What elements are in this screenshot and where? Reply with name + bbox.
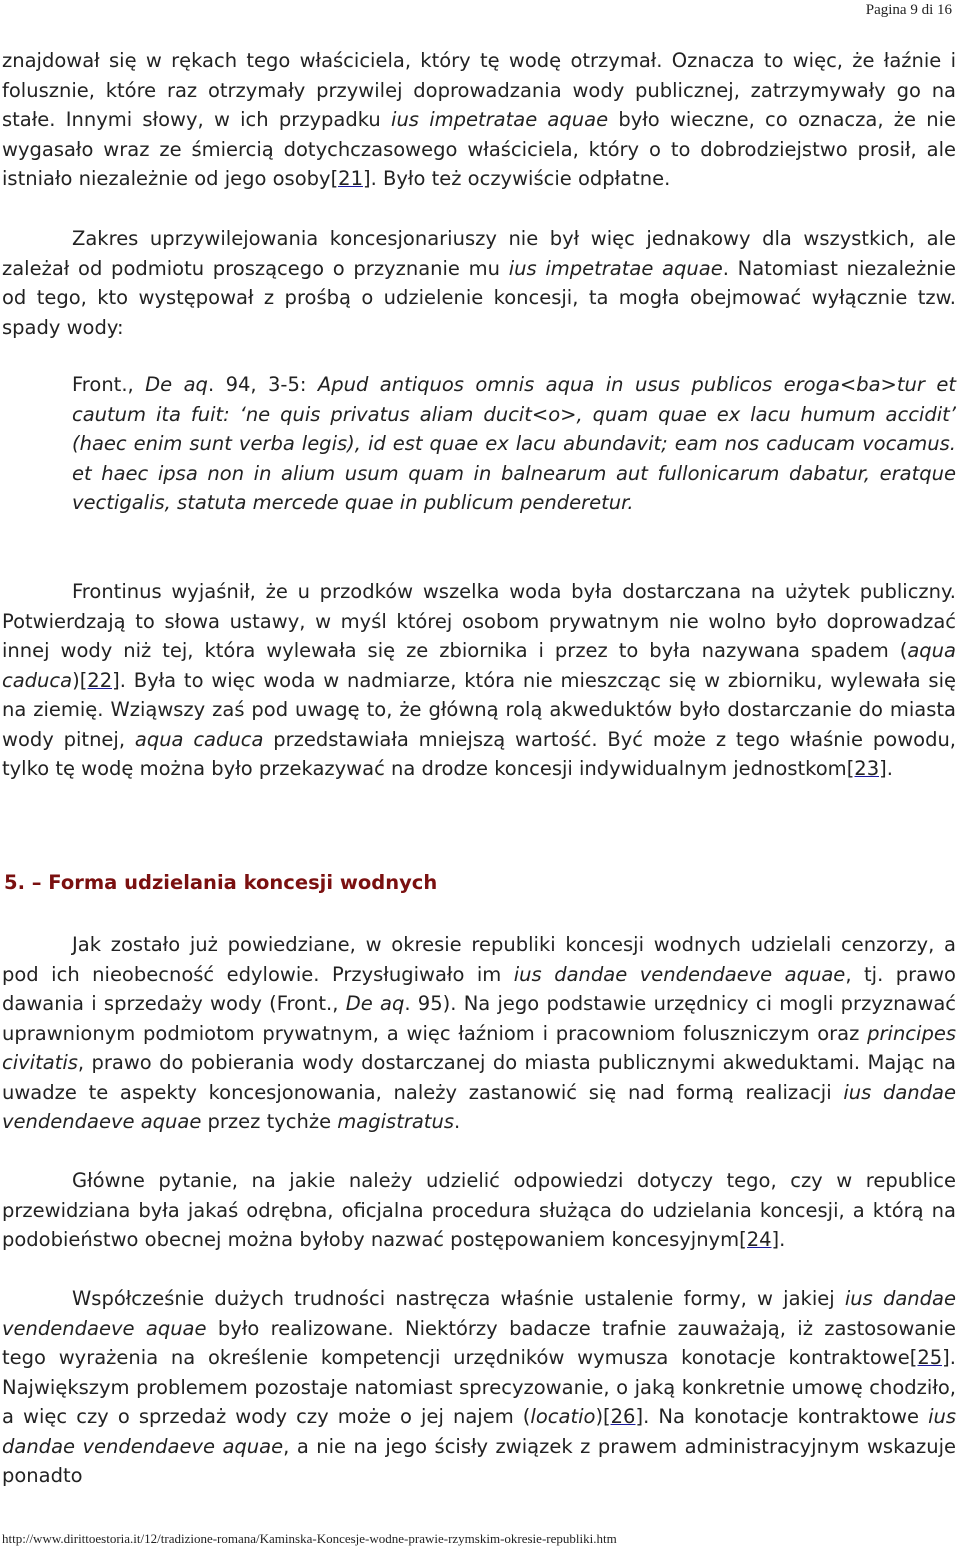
text: Frontinus wyjaśnił, że u przodków wszelka woda była dostarczana na użytek publiczny. Potwierdzają to słowa ustawy, w myśl której osobom prywatnym nie wolno było doprowadzać innej wody niż tej, która wylewała się ze zbiornika i przez to była nazywana spadem ( [2, 580, 956, 662]
italic-term: magistratus [337, 1110, 454, 1133]
text: Współcześnie dużych trudności nastręcza właśnie ustalenie formy, w jakiej [72, 1287, 845, 1310]
paragraph-6 [2, 1284, 956, 1491]
text: Front., [72, 373, 146, 396]
text: . [886, 757, 893, 780]
text: . 94, 3-5: [207, 373, 318, 396]
italic-term: De aq [145, 373, 208, 396]
footnote-link-25[interactable]: [25] [909, 1346, 950, 1369]
text: . Natomiast niezależnie od tego, kto występował z prośbą o udzielenie koncesji, ta mogła obejmować wyłącznie tzw. spady wody: [2, 256, 956, 339]
footnote-link-23[interactable]: [23] [846, 757, 887, 780]
text: Główne pytanie, na jakie należy udzielić odpowiedzi dotyczy tego, czy w republice przewidziana była jakaś odrębna, oficjalna procedura służąca do udzielania koncesji, a którą na podobieństwo obecnej można byłoby nazwać postępowaniem koncesyjnym [2, 1169, 956, 1251]
footer-url: http://www.dirittoestoria.it/12/tradizione-romana/Kaminska-Koncesje-wodne-prawie-rzymskim-okresie-republiki.htm [2, 1531, 617, 1546]
text: ) [595, 1405, 604, 1428]
text: przedstawiała mniejszą wartość. Być może z tego właśnie powodu, tylko tę wodę można było przekazywać na drodze koncesji indywidualnym jednostkom [2, 727, 957, 780]
latin-quotation [72, 370, 956, 518]
italic-term: ius impetratae aquae [508, 256, 723, 280]
italic-term: ius dandae vendendaeve aquae [2, 1080, 956, 1133]
text: znajdował się w rękach tego właściciela, który tę wodę otrzymał. Oznacza to więc, że łaźnie i folusznie, które raz otrzymały przywilej doprowadzania wody publicznej, zatrzymywały go na stałe. Innymi słowy, w ich przypadku [2, 49, 956, 131]
text: , tj. prawo dawania i sprzedaży wody (Front., [2, 962, 956, 1015]
text: było wieczne, co oznacza, że nie wygasało wraz ze śmiercią dotychczasowego właściciela, który o to dobrodziejstwo prosił, ale istniało niezależnie od jego osoby [2, 108, 956, 190]
text: , a nie na jego ścisły związek z prawem administracyjnym wskazuje ponadto [2, 1434, 956, 1487]
text: . Było też oczywiście odpłatne. [370, 167, 671, 190]
italic-term: aqua caduca [2, 639, 956, 692]
italic-term: principes civitatis [2, 1021, 956, 1074]
italic-term: ius dandae vendendaeve aquae [513, 962, 846, 986]
footnote-link-21[interactable]: [21] [330, 167, 371, 190]
page-number-label: Pagina 9 di 16 [865, 2, 952, 18]
text: . [453, 1110, 461, 1133]
text: . [779, 1228, 786, 1251]
paragraph-5 [2, 1166, 956, 1255]
footnote-link-22[interactable]: [22] [79, 668, 120, 692]
paragraph-2 [2, 224, 956, 342]
paragraph-3 [2, 577, 956, 784]
text: , prawo do pobierania wody dostarczanej do miasta publicznymi akweduktami. Mając na uwadze te aspekty koncesjonowania, należy zastanowić się nad formą realizacji [2, 1051, 956, 1104]
text: było realizowane. Niektórzy badacze trafnie zauważają, iż zastosowanie tego wyrażenia na określenie kompetencji urzędników wymusza konotacje kontraktowe [2, 1316, 956, 1369]
footnote-link-26[interactable]: [26] [603, 1405, 644, 1428]
text: . Największym problemem pozostaje natomiast sprecyzowanie, o jaką konkretnie umowę chodziło, a więc czy o sprzedaż wody czy może o jej najem ( [2, 1346, 956, 1428]
italic-term: ius impetratae aquae [391, 108, 609, 131]
paragraph-1 [2, 46, 956, 194]
italic-term: aqua caduca [134, 727, 264, 751]
text: Jak zostało już powiedziane, w okresie republiki koncesji wodnych udzielali cenzorzy, a pod ich nieobecność edylowie. Przysługiwało im [2, 933, 956, 986]
text: . 95). Na jego podstawie urzędnicy ci mogli przyznawać uprawnionym podmiotom prywatnym, a więc łaźniom i pracowniom foluszniczym oraz [2, 992, 957, 1045]
paragraph-4 [2, 930, 956, 1137]
italic-term: De aq [345, 992, 405, 1015]
text: przez tychże [201, 1110, 338, 1133]
text: Zakres uprzywilejowania koncesjonariuszy nie był więc jednakowy dla wszystkich, ale zależał od podmiotu proszącego o przyznanie mu [2, 227, 956, 280]
section-heading: 5. – Forma udzielania koncesji wodnych [4, 871, 438, 894]
italic-term: ius dandae vendendaeve aquae [2, 1405, 956, 1458]
text: . Była to więc woda w nadmiarze, która nie mieszcząc się w zbiorniku, wylewała się na ziemię. Wziąwszy zaś pod uwagę to, że główną rolą akweduktów było dostarczanie do miasta wody pitnej, [2, 668, 956, 751]
quotation-text: Apud antiquos omnis aqua in usus publicos eroga<ba>tur et cautum ita fuit: ‘ne quis privatus aliam ducit<o>, quam quae ex lacu humum accidit’ (haec enim sunt verba legis), id est quae ex lacu abundavit; eam nos caducam vocamus. et haec ipsa non in alium usum quam in balnearum aut fullonicarum dabatur, eratque vectigalis, statuta mercede quae in publicum penderetur. [72, 373, 956, 514]
text: . Na konotacje kontraktowe [643, 1405, 929, 1428]
italic-term: locatio [530, 1405, 596, 1428]
footnote-link-24[interactable]: [24] [739, 1228, 780, 1251]
italic-term: ius dandae vendendaeve aquae [2, 1287, 956, 1340]
text: ) [72, 668, 80, 692]
